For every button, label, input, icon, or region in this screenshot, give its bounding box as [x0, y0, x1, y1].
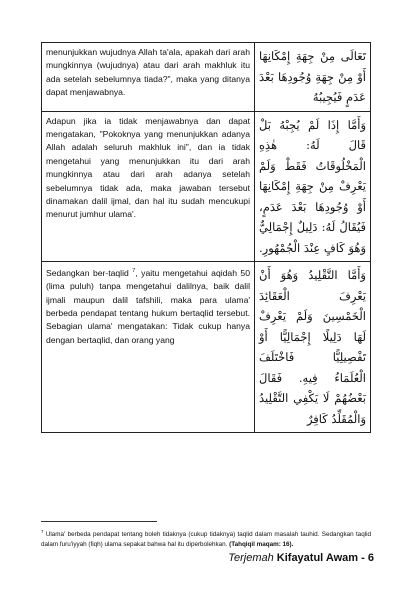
- page-number: - 6: [361, 552, 374, 564]
- footnote-number: 7: [41, 529, 44, 534]
- arabic-text-cell: وَأَمَّا إِذَا لَمْ يُجِبْهُ بَلْ قَالَ لَهُ: هٰذِهِ الْمَخْلُوقَاتُ فَقَطْ وَلَمْ يَعْرِفْ مِنْ جِهَةِ إِمْكَانِهَا أَوْ وُجُودِهَا بَعْدَ عَدَمٍ، فَيُقَالُ لَهُ: دَلِيلٌ إِجْمَالِيٌّ وَهُوَ كَافٍ عِنْدَ الْجُمْهُورِ.: [255, 111, 371, 262]
- table-row: [42, 43, 371, 112]
- indonesian-text-start: Sedangkan ber-taqlid: [46, 267, 129, 278]
- indonesian-text-cell: [42, 262, 255, 433]
- indonesian-text-cell: Adapun jika ia tidak menjawabnya dan dapat mengatakan, "Pokoknya yang menunjukkan adanya Allah adalah seluruh makhluk ini", dan ia tidak mengetahui yang menunjukkan itu dari arah mungkinnya atau dari arah adanya setelah sebelumnya tidak ada, maka jawaban tersebut dinamakan dalil ijmal, dan hal itu sudah mencukupi menurut jumhur ulama'.: [42, 111, 255, 262]
- table-row: [42, 111, 371, 262]
- arabic-text-cell: وَأَمَّا التَّقْلِيدُ وَهُوَ أَنْ يَعْرِفَ الْعَقَائِدَ الْخَمْسِينَ وَلَمْ يَعْرِفْ لَهَا دَلِيلًا إِجْمَالِيًّا أَوْ تَفْصِيلِيًّا فَاخْتَلَفَ الْعُلَمَاءُ فِيهِ. فَقَالَ بَعْضُهُمْ لَا يَكْفِي التَّقْلِيدُ وَالْمُقَلِّدُ كَافِرٌ: [255, 262, 371, 433]
- footnote-reference[interactable]: 7: [132, 268, 136, 274]
- arabic-text-cell: تَعَالَى مِنْ جِهَةِ إِمْكَانِهَا أَوْ مِنْ جِهَةِ وُجُودِهَا بَعْدَ عَدَمٍ فَيُجِيبُهُ: [255, 43, 371, 112]
- footnote-divider: [41, 521, 157, 522]
- table-row: [42, 262, 371, 433]
- footnote: [41, 527, 371, 549]
- translation-table: [41, 42, 371, 433]
- footnote-text: Ulama' berbeda pendapat tentang boleh tidaknya (cukup tidaknya) taqlid dalam masalah tauhid. Sedangkan taqlid dalam furu'iyyah (fiqh) ulama sepakat bahwa hal itu diperbolehkan.: [41, 531, 371, 548]
- footnote-source: (Tahqiqil maqam: 16).: [229, 540, 294, 548]
- indonesian-text-rest: , yaitu mengetahui aqidah 50 (lima puluh) tanpa mengetahui dalilnya, baik dalil ijmali maupun dalil tafshili, maka para ulama' berbeda pendapat tentang hukum bertaqlid tersebut. Sebagian ulama' mengatakan: Tidak cukup hanya dengan bertaqlid, dan orang yang: [46, 267, 250, 345]
- footer-title-italic: Terjemah: [228, 552, 274, 564]
- indonesian-text-cell: menunjukkan wujudnya Allah ta'ala, apakah dari arah mungkinnya (wujudnya) atau dari arah makhluk itu ada setelah sebelumnya tiada?", maka yang ditanya dapat menjawabnya.: [42, 43, 255, 112]
- running-footer: [228, 552, 374, 564]
- footer-title-bold: Kifayatul Awam: [276, 552, 359, 564]
